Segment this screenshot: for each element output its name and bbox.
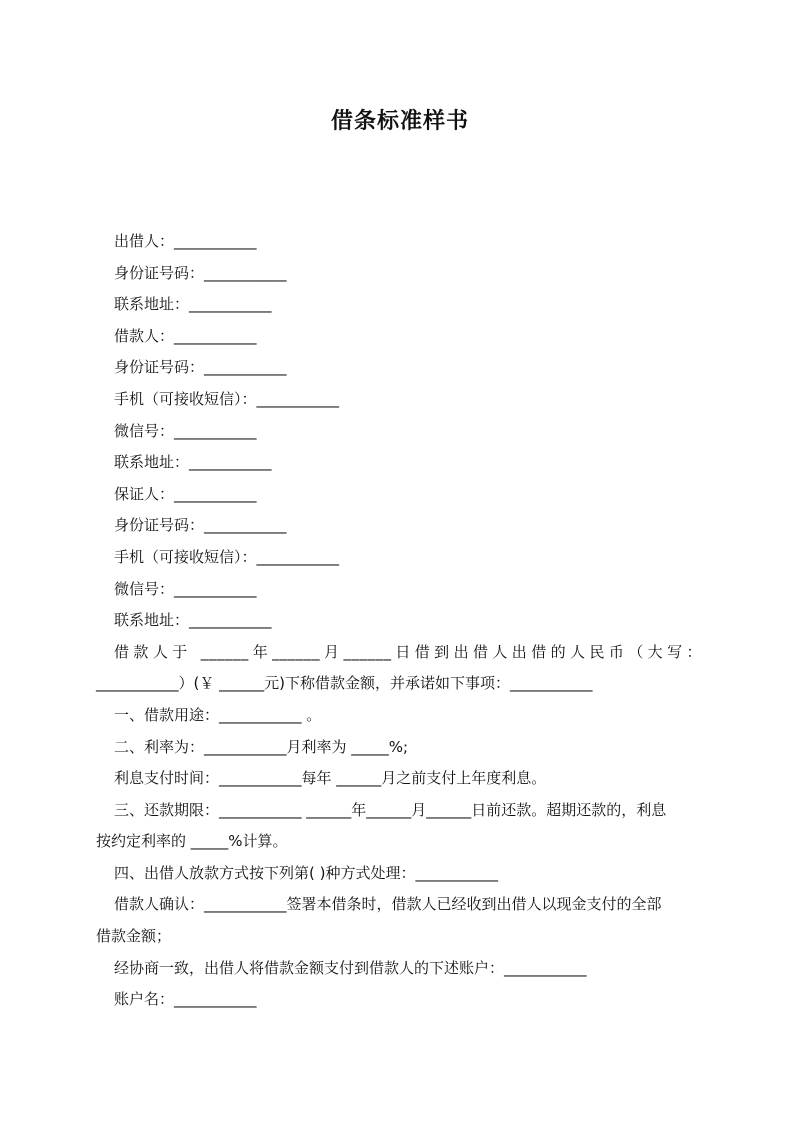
borrower-wechat-line: 微信号：___________ — [114, 421, 257, 440]
lender-address-line: 联系地址：___________ — [114, 295, 272, 314]
interest-payment-line: 利息支付时间：___________每年 ______月之前支付上年度利息。 — [114, 769, 547, 788]
borrower-name-line: 借款人：___________ — [114, 326, 257, 345]
document-title: 借条标准样书 — [330, 109, 469, 134]
borrower-id-line: 身份证号码：___________ — [114, 358, 287, 377]
borrower-address-line: 联系地址：___________ — [114, 453, 272, 472]
interest-rate-line: 二、利率为：___________月利率为 _____%; — [114, 737, 409, 756]
borrower-confirm-continued-line: 借款金额； — [96, 927, 172, 946]
document-body — [96, 226, 702, 1016]
guarantor-wechat-line: 微信号：___________ — [114, 579, 257, 598]
account-transfer-line: 经协商一致，出借人将借款金额支付到借款人的下述账户：___________ — [114, 958, 587, 977]
loan-date-line: 借款人于 ______年______月______日借到出借人出借的人民币（大写： — [114, 642, 702, 661]
repayment-term-line: 三、还款期限：___________ ______年______月______日前还款。超期还款的，利息 — [114, 800, 667, 819]
overdue-rate-line: 按约定利率的 _____%计算。 — [96, 832, 288, 851]
guarantor-name-line: 保证人：___________ — [114, 484, 257, 503]
account-name-line: 账户名：___________ — [114, 990, 257, 1009]
borrower-confirm-line: 借款人确认：___________签署本借条时，借款人已经收到出借人以现金支付的全部 — [114, 895, 662, 914]
guarantor-id-line: 身份证号码：___________ — [114, 516, 287, 535]
lender-name-line: 出借人：___________ — [114, 232, 257, 250]
disbursement-method-line: 四、出借人放款方式按下列第( )种方式处理：___________ — [114, 863, 498, 882]
lender-id-line: 身份证号码：___________ — [114, 263, 287, 282]
loan-purpose-line: 一、借款用途：___________ 。 — [114, 705, 322, 724]
guarantor-address-line: 联系地址：___________ — [114, 611, 272, 630]
guarantor-phone-line: 手机（可接收短信）：___________ — [114, 547, 340, 566]
borrower-phone-line: 手机（可接收短信）：___________ — [114, 389, 340, 408]
loan-amount-line: ___________）(￥ ______元)下称借款金额，并承诺如下事项：___________ — [96, 674, 593, 693]
